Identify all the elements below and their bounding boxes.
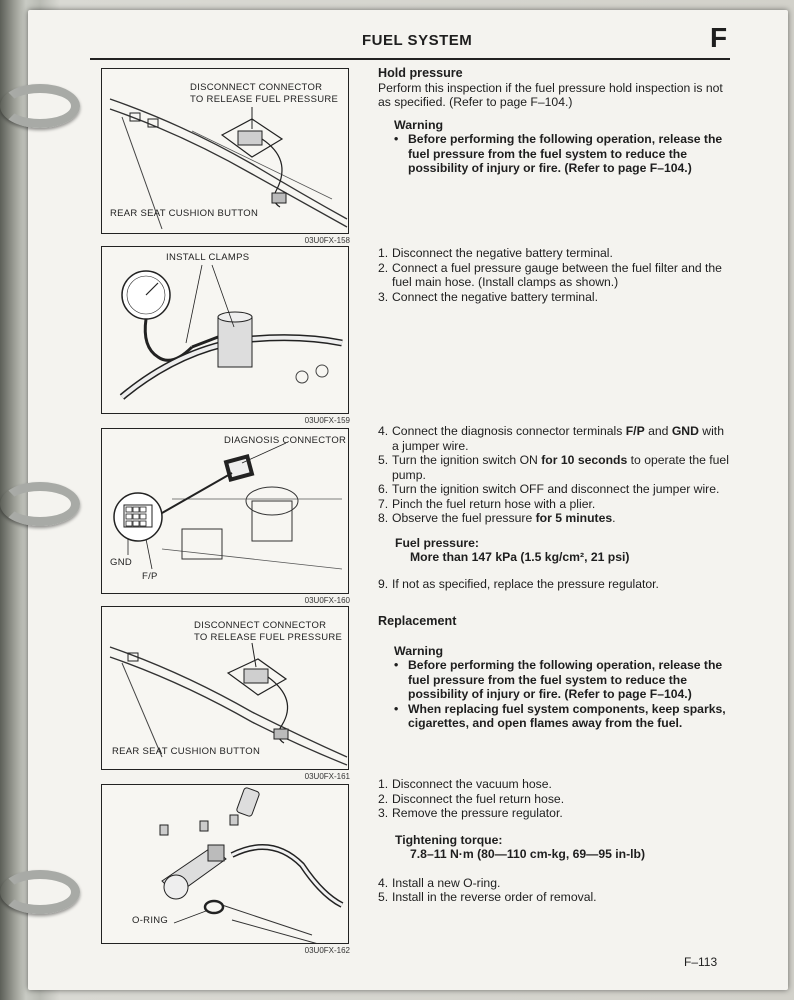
warning-heading: Warning — [394, 643, 444, 658]
figure-code: 03U0FX-161 — [304, 772, 350, 781]
figure-code: 03U0FX-160 — [304, 596, 350, 605]
binder-ring-top — [0, 84, 80, 128]
torque-heading: Tightening torque: — [395, 832, 503, 847]
figure-label: O-RING — [132, 915, 169, 926]
section-heading: Hold pressure — [378, 66, 463, 80]
step-item: 1. Disconnect the vacuum hose. — [378, 777, 552, 791]
figure-pressure-regulator — [101, 784, 349, 944]
steps-observe-pressure — [378, 424, 730, 591]
step-item: 8. Observe the fuel pressure for 5 minutes. — [378, 511, 616, 525]
replacement-section — [378, 614, 730, 731]
warning-item: • Before performing the following operation, release the fuel pressure from the fuel system to reduce the possibility of injury or fire. (Refer to page F–104.) — [394, 658, 723, 701]
figure-label: GND — [110, 557, 133, 568]
figure-code: 03U0FX-158 — [304, 236, 350, 245]
step-item: 4. Connect the diagnosis connector terminals F/P and GND with a jumper wire. — [378, 424, 724, 453]
warning-heading: Warning — [394, 117, 444, 132]
step-item: 9. If not as specified, replace the pressure regulator. — [378, 576, 659, 591]
steps-connect-gauge — [378, 246, 730, 304]
step-item: 2. Disconnect the fuel return hose. — [378, 791, 565, 806]
section-title: FUEL SYSTEM — [362, 32, 473, 49]
page-header — [90, 22, 730, 60]
figure-label: DIAGNOSIS CONNECTOR — [224, 435, 347, 446]
figure-diagnosis-connector — [101, 428, 349, 594]
step-item: 3. Remove the pressure regulator. — [378, 806, 563, 820]
figure-label: DISCONNECT CONNECTOR TO RELEASE FUEL PRESSURE — [190, 82, 339, 105]
figure-code: 03U0FX-162 — [304, 946, 350, 955]
page-number: F–113 — [684, 955, 718, 969]
figure-label: INSTALL CLAMPS — [166, 252, 250, 263]
step-item: 6. Turn the ignition switch OFF and disconnect the jumper wire. — [378, 482, 720, 496]
figure-label: REAR SEAT CUSHION BUTTON — [110, 208, 259, 219]
figure-code: 03U0FX-159 — [304, 416, 350, 425]
step-item: 7. Pinch the fuel return hose with a plier. — [378, 496, 596, 511]
hold-pressure-section — [378, 66, 730, 176]
step-item: 5. Install in the reverse order of removal. — [378, 890, 597, 904]
binder-ring-bottom — [0, 870, 80, 914]
figure-fuel-pressure-release-1 — [101, 68, 349, 234]
figure-fuel-pressure-release-2 — [101, 606, 349, 770]
spec-heading: Fuel pressure: — [395, 535, 479, 550]
step-item: 5. Turn the ignition switch ON for 10 seconds to operate the fuel pump. — [378, 453, 729, 482]
figure-label: REAR SEAT CUSHION BUTTON — [112, 746, 261, 757]
step-item: 1. Disconnect the negative battery terminal. — [378, 246, 613, 260]
steps-replacement — [378, 777, 730, 905]
section-heading: Replacement — [378, 614, 457, 628]
step-item: 2. Connect a fuel pressure gauge between the fuel filter and the fuel main hose. (Install clamps as shown.) — [378, 260, 722, 289]
figure-label: F/P — [142, 571, 158, 582]
figure-label: DISCONNECT CONNECTOR TO RELEASE FUEL PRESSURE — [194, 620, 343, 643]
figure-drawing — [102, 429, 349, 594]
section-letter: F — [710, 22, 728, 53]
figure-drawing — [102, 247, 349, 414]
torque-value: 7.8–11 N·m (80—110 cm-kg, 69—95 in-lb) — [410, 847, 646, 861]
spec-value: More than 147 kPa (1.5 kg/cm², 21 psi) — [410, 550, 630, 564]
binder-ring-middle — [0, 482, 80, 526]
warning-item: • Before performing the following operation, release the fuel pressure from the fuel system to reduce the possibility of injury or fire. (Refer to page F–104.) — [394, 132, 723, 175]
step-item: 4. Install a new O-ring. — [378, 875, 501, 890]
step-item: 3. Connect the negative battery terminal. — [378, 289, 598, 304]
warning-item: • When replacing fuel system components, keep sparks, cigarettes, and open flames away from the fuel. — [394, 701, 726, 730]
intro-paragraph: Perform this inspection if the fuel pressure hold inspection is not as specified. (Refer to page F–104.) — [378, 80, 723, 109]
figure-pressure-gauge — [101, 246, 349, 414]
